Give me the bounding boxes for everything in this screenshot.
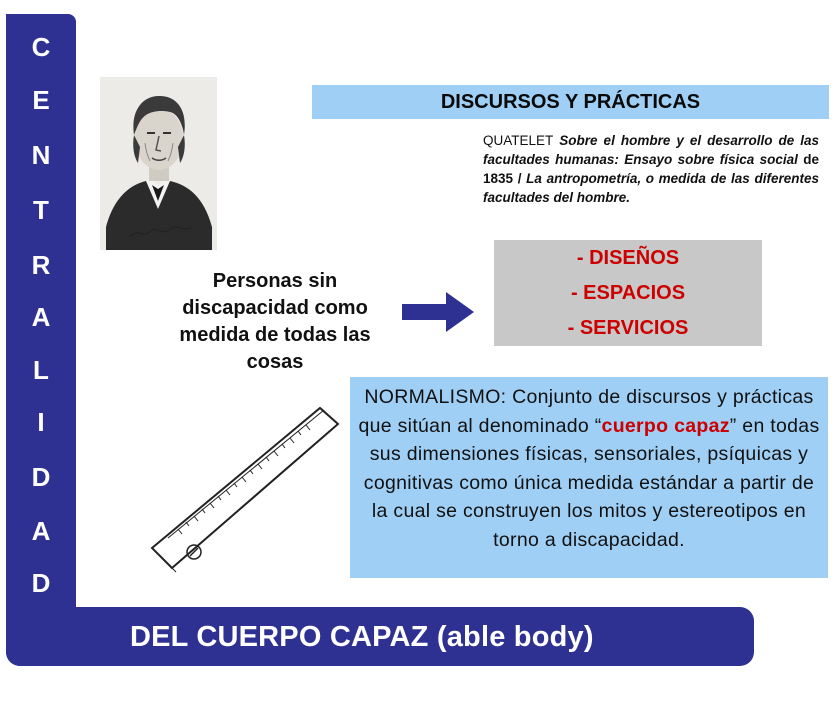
list-item: - ESPACIOS xyxy=(570,282,686,304)
normalism-text-before: : Conjunto de discursos y prácticas que sitúan al denominado “ xyxy=(358,386,814,437)
vertical-letter: T xyxy=(33,195,49,225)
vertical-letter: N xyxy=(31,140,51,170)
portrait-engraving xyxy=(100,77,217,250)
normalism-definition xyxy=(358,383,820,554)
normalism-highlight: cuerpo capaz xyxy=(601,414,730,437)
citation-part-1: Sobre el hombre y el desarrollo de las facultades humanas: Ensayo sobre física social xyxy=(483,133,819,167)
persons-statement: Personas sin discapacidad como medida de todas las cosas xyxy=(179,270,371,373)
citation-year: de 1835 xyxy=(483,152,819,186)
vertical-letter: D xyxy=(31,462,51,492)
vertical-letter: R xyxy=(31,250,51,280)
vertical-letter: L xyxy=(33,355,49,385)
citation-text xyxy=(483,131,819,207)
vertical-letter: E xyxy=(32,85,50,115)
citation-part-2: La antropometría, o medida de las diferentes facultades del hombre. xyxy=(483,171,819,205)
vertical-letter: A xyxy=(31,302,51,332)
vertical-letter: D xyxy=(31,568,51,598)
normalism-text-after: ” en todas sus dimensiones físicas, sensoriales, psíquicas y cognitivas como única medida estándar a partir de la cual se construyen los mitos y estereotipos en torno a discapacidad. xyxy=(363,414,820,551)
bottom-bar-title: DEL CUERPO CAPAZ (able body) xyxy=(130,621,594,653)
normalism-term: NORMALISMO xyxy=(364,386,501,408)
vertical-letter: A xyxy=(31,516,51,546)
arrow-right-icon xyxy=(402,290,476,339)
list-item: - SERVICIOS xyxy=(567,317,689,339)
citation-author: QUATELET xyxy=(483,133,554,148)
banner-title: DISCURSOS Y PRÁCTICAS xyxy=(440,91,701,113)
list-item: - DISEÑOS xyxy=(576,247,680,269)
ruler-icon xyxy=(148,400,348,580)
vertical-letter: C xyxy=(31,32,51,62)
citation-separator: / xyxy=(513,171,527,186)
vertical-letter: I xyxy=(37,407,45,437)
portrait-image xyxy=(100,77,217,250)
